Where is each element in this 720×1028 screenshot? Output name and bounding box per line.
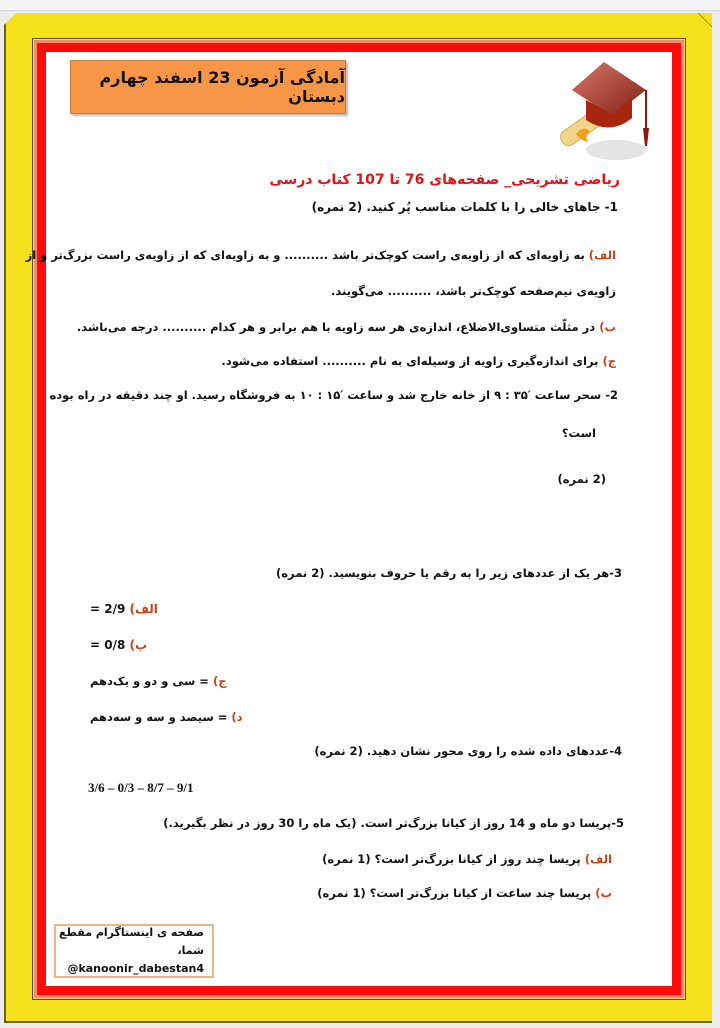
question-3-item-b: = 0/8 (ب [90,638,148,652]
part-label: ج) [602,354,616,368]
question-5-part-a: الف) پریسا چند روز از کیانا بزرگ‌تر است؟ (1 نمره) [322,852,612,866]
page-title: آمادگی آزمون 23 اسفند چهارم دبستان [99,68,345,106]
question-3: 3-هر یک از عددهای زیر را به رقم یا حروف بنویسید. (2 نمره) [276,566,622,580]
instagram-footer-box [54,924,214,978]
top-band [0,0,720,11]
subject-heading: ریاضی تشریحی_ صفحه‌های 76 تا 107 کتاب درسی [269,172,620,188]
question-3-item-c: = سی و دو و یک‌دهم (ج [90,674,227,688]
worksheet-page [25,52,672,986]
question-5-part-b: ب) پریسا چند ساعت از کیانا بزرگ‌تر است؟ (1 نمره) [317,886,612,900]
part-label: ب) [599,320,616,334]
question-3-item-d: = سیصد و سه و سه‌دهم (د [90,710,243,724]
question-1-part-c: ج) برای اندازه‌گیری زاویه از وسیله‌ای به نام .......... استفاده می‌شود. [221,354,616,368]
title-box [70,60,346,114]
question-1-part-a-line1: الف) به زاویه‌ای که از زاویه‌ی راست کوچک‌تر باشد .......... و به زاویه‌ای که از زاویه‌ی راست بزرگ‌تر و از [25,248,616,262]
part-label: الف) [588,248,616,262]
instagram-handle[interactable]: @kanoonir_dabestan4 [67,962,204,975]
question-1: 1- جاهای خالی را با کلمات مناسب پُر کنید. (2 نمره) [311,200,618,214]
question-2-line2: است؟ [561,426,596,440]
footer-caption: صفحه ی اینستاگرام مقطع شما، [59,926,204,957]
question-3-item-a: = 2/9 (الف [90,602,158,616]
question-4-numbers: 3/6 – 0/3 – 8/7 – 9/1 [88,780,194,795]
question-1-part-b: ب) در مثلّث متساوی‌الاضلاع، اندازه‌ی هر سه زاویه با هم برابر و هر کدام .......... درجه می‌باشد. [76,320,616,334]
question-4: 4-عددهای داده شده را روی محور نشان دهید. (2 نمره) [314,744,622,758]
graduation-cap-diploma-icon [546,58,656,168]
question-2-line1: 2- سحر ساعت ′۳۵ : ۹ از خانه خارج شد و ساعت ′۱۵ : ۱۰ به فروشگاه رسید. او چند دقیقه در راه بوده [49,388,618,402]
question-2-score: (2 نمره) [557,472,606,486]
question-1-part-a-line2: زاویه‌ی نیم‌صفحه کوچک‌تر باشد، .......... می‌گویند. [331,284,616,298]
question-5: 5-پریسا دو ماه و 14 روز از کیانا بزرگ‌تر است. (یک ماه را 30 روز در نظر بگیرید.) [163,816,624,830]
